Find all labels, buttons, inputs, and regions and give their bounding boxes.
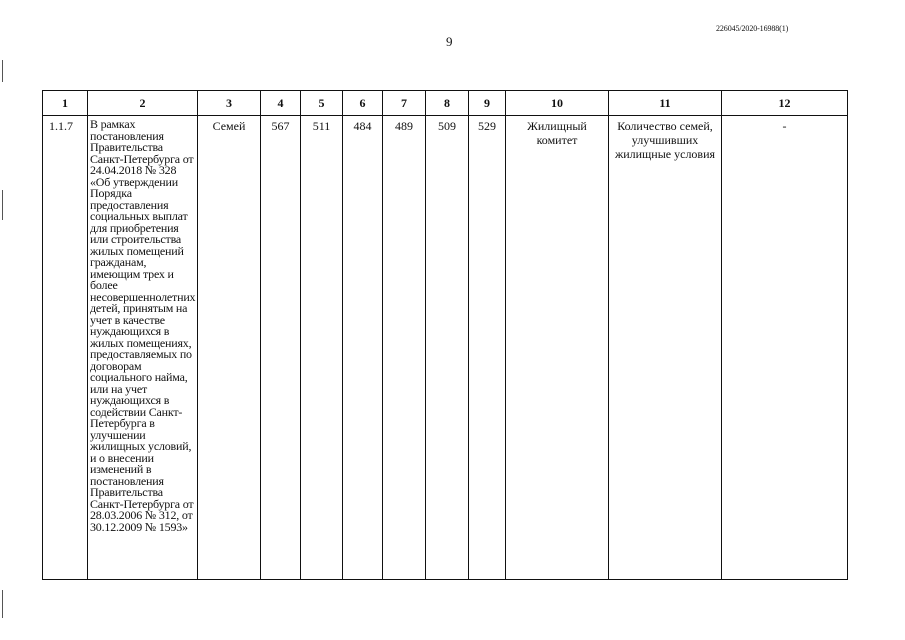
row-value-5: 511: [301, 116, 343, 580]
row-executor: Жилищный комитет: [506, 116, 609, 580]
row-indicator: Количество семей, улучшивших жилищные условия: [609, 116, 722, 580]
column-header: 3: [198, 91, 261, 116]
data-table: [42, 90, 848, 580]
margin-mark: [2, 590, 3, 618]
page-number: 9: [446, 34, 453, 49]
row-code: 1.1.7: [43, 116, 88, 580]
row-value-7: 489: [383, 116, 426, 580]
column-header: 6: [343, 91, 383, 116]
row-description: В рамках постановления Правительства Санкт-Петербурга от 24.04.2018 № 328 «Об утверждении Порядка предоставления социальных выплат для приобретения или строительства жилых помещений гражданам, имеющим трех и более несовершеннолетних детей, принятым на учет в качестве нуждающихся в жилых помещениях, предоставляемых по договорам социального найма, или на учет нуждающихся в содействии Санкт-Петербурга в улучшении жилищных условий, и о внесении изменений в постановления Правительства Санкт-Петербурга от 28.03.2006 № 312, от 30.12.2009 № 1593»: [88, 116, 198, 580]
row-note: -: [722, 116, 848, 580]
column-header: 12: [722, 91, 848, 116]
row-value-4: 567: [261, 116, 301, 580]
row-unit: Семей: [198, 116, 261, 580]
document-id: 226045/2020-16988(1): [716, 24, 789, 33]
column-header: 7: [383, 91, 426, 116]
header-row: [43, 91, 848, 116]
column-header: 5: [301, 91, 343, 116]
column-header: 8: [426, 91, 469, 116]
row-value-9: 529: [469, 116, 506, 580]
column-header: 10: [506, 91, 609, 116]
column-header: 9: [469, 91, 506, 116]
margin-mark: [2, 190, 3, 220]
column-header: 1: [43, 91, 88, 116]
row-value-6: 484: [343, 116, 383, 580]
table-row: [43, 116, 848, 580]
column-header: 11: [609, 91, 722, 116]
column-header: 4: [261, 91, 301, 116]
margin-mark: [2, 60, 3, 82]
column-header: 2: [88, 91, 198, 116]
row-value-8: 509: [426, 116, 469, 580]
